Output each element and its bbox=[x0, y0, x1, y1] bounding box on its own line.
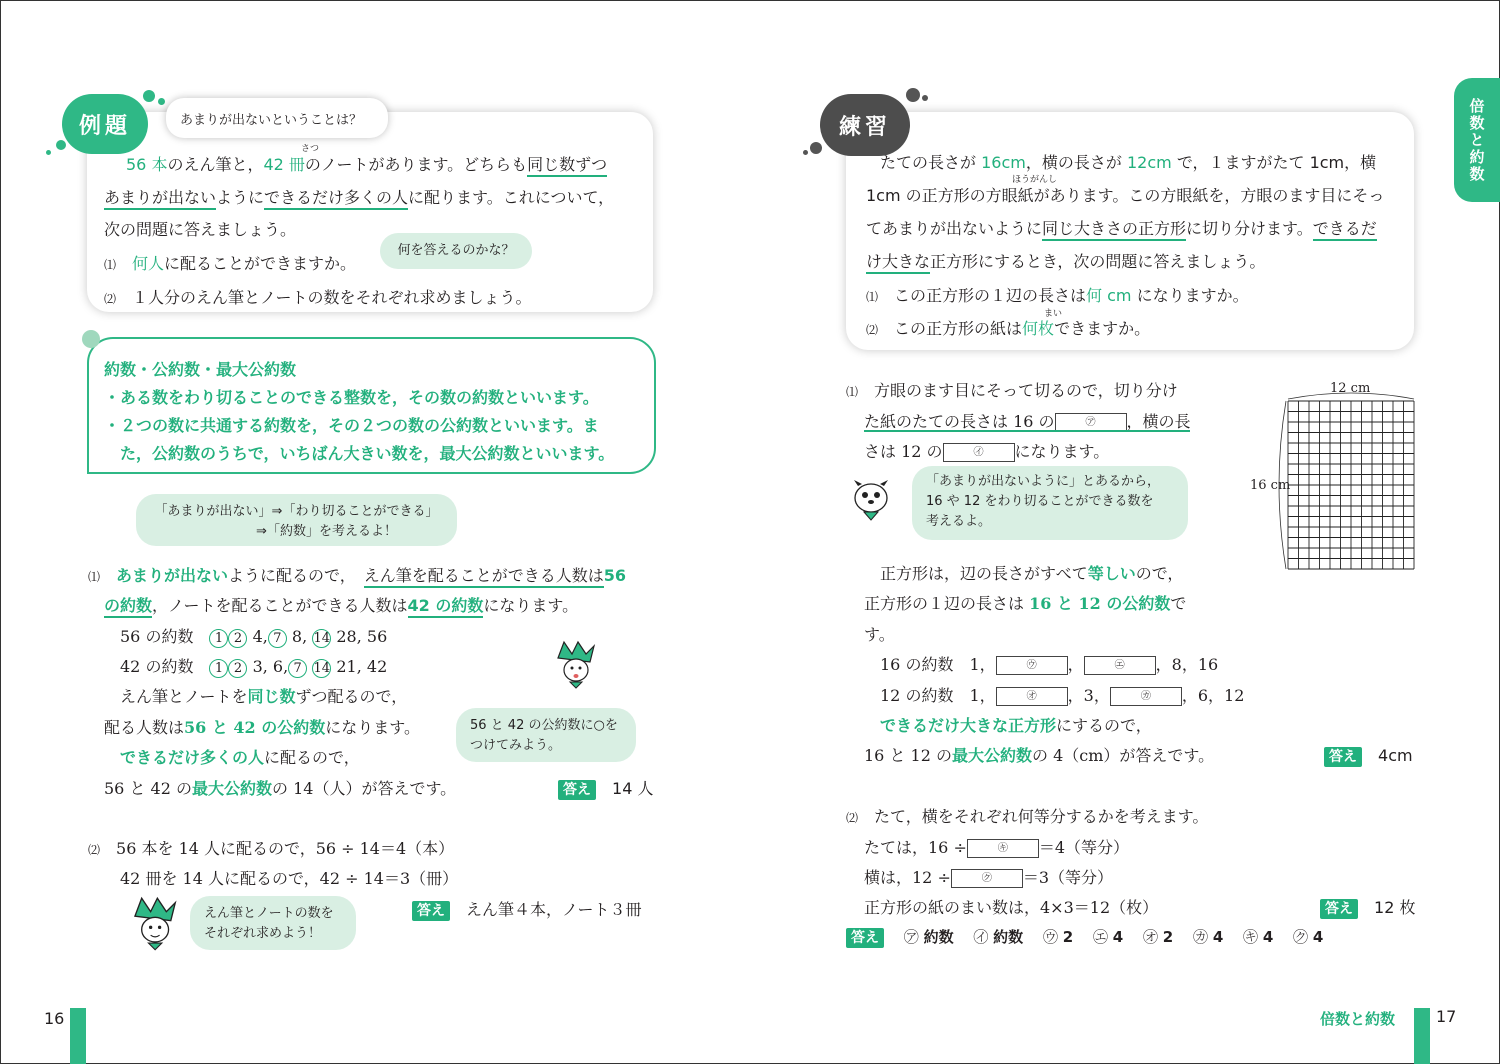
graph-paper-grid bbox=[1270, 385, 1420, 570]
grid-side-label: 16 cm bbox=[1250, 478, 1291, 493]
sol2-answer: 答え えん筆４本，ノート３冊 bbox=[412, 897, 642, 921]
sol1-line6: 配る人数は56 と 42 の公約数になります。 bbox=[104, 718, 420, 737]
sol1-line1: ⑴ あまりが出ないように配るので， えん筆を配ることができる人数は56 bbox=[88, 563, 626, 586]
what-to-answer-bubble: 何を答えるのかな？ bbox=[380, 233, 532, 269]
divisors-42: 42 の約数 1 2 3, 6, 7 14 21, 42 bbox=[120, 657, 388, 676]
blank-a: ㋐ bbox=[1055, 413, 1127, 432]
practice-line3: てあまりが出ないように同じ大きさの正方形に切り分けます。できるだ bbox=[866, 216, 1377, 239]
decor-dot bbox=[56, 140, 66, 150]
r-sol2-line2: たては，16 ÷ ㋖ ＝4（等分） bbox=[864, 838, 1130, 857]
example-card bbox=[87, 112, 653, 312]
grid-top-label: 12 cm bbox=[1330, 381, 1371, 396]
character-icon bbox=[550, 640, 600, 690]
example-top-bubble: あまりが出ないということは？ bbox=[166, 98, 388, 138]
blank-e: ㋓ bbox=[1084, 656, 1156, 675]
r-sol1-line2: た紙のたての長さは 16 の ㋐ ，横の長 bbox=[864, 412, 1191, 431]
sol1-line8: 56 と 42 の最大公約数の 14（人）が答えです。 bbox=[104, 779, 457, 798]
r-sol2-line3: 横は，12 ÷ ㋗ ＝3（等分） bbox=[864, 868, 1114, 887]
sol2-line2: 42 冊を 14 人に配るので，42 ÷ 14＝3（冊） bbox=[120, 869, 459, 888]
footer-bar-left bbox=[70, 1008, 86, 1064]
practice-badge: 練習 bbox=[820, 94, 910, 156]
decor-dot bbox=[906, 88, 920, 102]
footer-bar-right bbox=[1414, 1008, 1430, 1064]
sol1-bubble: 56 と 42 の公約数に○をつけてみよう。 bbox=[456, 708, 636, 762]
r-sol1-line5: 正方形の１辺の長さは 16 と 12 の公約数で bbox=[864, 594, 1187, 613]
sol1-line5: えん筆とノートを同じ数ずつ配るので， bbox=[120, 687, 408, 706]
divisors-16: 16 の約数 1， ㋒ ， ㋓ ，8，16 bbox=[880, 655, 1219, 674]
r-sol1-line4: 正方形は，辺の長さがすべて等しいので， bbox=[880, 564, 1184, 583]
ruby-hougan: ほうがんし bbox=[1012, 175, 1058, 185]
sol2-line1: ⑵ 56 本を 14 人に配るので，56 ÷ 14＝4（本） bbox=[88, 839, 455, 858]
r-sol2-line4: 正方形の紙のまい数は，4×3＝12（枚） bbox=[864, 898, 1159, 917]
r-sol1-answer: 答え 4cm bbox=[1324, 743, 1413, 767]
dog-character-icon bbox=[846, 474, 896, 524]
practice-line4: け大きな正方形にするとき，次の問題に答えましょう。 bbox=[866, 249, 1265, 272]
underline bbox=[864, 430, 1190, 432]
practice-q1: ⑴ この正方形の１辺の長さは何 cm になりますか。 bbox=[866, 286, 1249, 305]
practice-line1: たての長さが 16cm，横の長さが 12cm で，１ますがたて 1cm，横 bbox=[880, 153, 1377, 172]
decor-dot bbox=[803, 150, 808, 155]
sol1-answer: 答え 14 人 bbox=[558, 776, 653, 800]
definition-line2: ・２つの数に共通する約数を，その２つの数の公約数といいます。ま bbox=[104, 416, 599, 435]
decor-dot bbox=[143, 90, 155, 102]
definition-line3: た，公約数のうちで，いちばん大きい数を，最大公約数といいます。 bbox=[120, 444, 615, 463]
footer-title: 倍数と約数 bbox=[1320, 1010, 1396, 1028]
divisors-12: 12 の約数 1， ㋔ ，3， ㋕ ，6，12 bbox=[880, 686, 1245, 705]
r-sol1-line6: す。 bbox=[864, 625, 895, 644]
character-icon bbox=[126, 896, 182, 952]
page-number-left: 16 bbox=[44, 1009, 65, 1028]
decor-dot bbox=[46, 150, 51, 155]
r-sol2-line1: ⑵ たて，横をそれぞれ何等分するかを考えます。 bbox=[846, 807, 1209, 826]
sol1-line7: できるだけ多くの人に配るので， bbox=[120, 748, 360, 767]
blank-ku: ㋗ bbox=[951, 869, 1023, 888]
blank-o: ㋔ bbox=[996, 687, 1068, 706]
r-sol1-line10: 16 と 12 の最大公約数の 4（cm）が答えです。 bbox=[864, 746, 1215, 765]
sol1-line2: の約数，ノートを配ることができる人数は42 の約数になります。 bbox=[104, 593, 578, 616]
height-brace bbox=[1279, 401, 1286, 569]
blank-ka: ㋕ bbox=[1110, 687, 1182, 706]
final-answers: 答え ㋐ 約数 ㋑ 約数 ㋒ 2 ㋓ 4 ㋔ 2 ㋕ 4 ㋖ 4 ㋗ 4 bbox=[846, 926, 1323, 948]
r-sol2-answer: 答え 12 枚 bbox=[1320, 895, 1415, 919]
width-brace bbox=[1288, 393, 1414, 399]
example-q2: ⑵ １人分のえん筆とノートの数をそれぞれ求めましょう。 bbox=[104, 288, 532, 307]
r-sol1-bubble: 「あまりが出ないように」とあるから， 16 や 12 をわり切ることができる数を 考えるよ。 bbox=[912, 466, 1188, 540]
decor-dot bbox=[922, 95, 928, 101]
blank-i: ㋑ bbox=[943, 443, 1015, 462]
divisors-56: 56 の約数 1 2 4, 7 8, 14 28, 56 bbox=[120, 627, 388, 646]
example-q1: ⑴ 何人に配ることができますか。 bbox=[104, 254, 357, 273]
sol2-bubble: えん筆とノートの数をそれぞれ求めよう！ bbox=[190, 896, 356, 950]
definition-title: 約数・公約数・最大公約数 bbox=[104, 360, 297, 379]
page-number-right: 17 bbox=[1436, 1007, 1457, 1026]
example-line3: 次の問題に答えましょう。 bbox=[104, 220, 297, 239]
decor-dot bbox=[810, 142, 822, 154]
definition-line1: ・ある数をわり切ることのできる整数を，その数の約数といいます。 bbox=[104, 388, 599, 407]
r-sol1-line1: ⑴ 方眼のます目にそって切るので，切り分け bbox=[846, 381, 1178, 400]
ruby-mai: まい bbox=[1044, 309, 1063, 319]
blank-u: ㋒ bbox=[996, 656, 1068, 675]
example-badge: 例題 bbox=[62, 94, 148, 154]
r-sol1-line3: さは 12 の ㋑ になります。 bbox=[864, 442, 1110, 461]
example-line2: あまりが出ないようにできるだけ多くの人に配ります。これについて， bbox=[104, 185, 614, 208]
hint-bubble: 「あまりが出ない」⇒「わり切ることができる」 ⇒「約数」を考えるよ！ bbox=[136, 494, 457, 546]
practice-q2: ⑵ この正方形の紙は何枚できますか。 bbox=[866, 319, 1151, 338]
example-line1: 56 本のえん筆と，42 冊のノートがあります。どちらも同じ数ずつ bbox=[126, 152, 607, 175]
chapter-tab: 倍数と約数 bbox=[1454, 78, 1500, 202]
decor-dot bbox=[158, 98, 165, 105]
blank-ki: ㋖ bbox=[967, 839, 1039, 858]
practice-line2: 1cm の正方形の方眼紙があります。この方眼紙を，方眼のます目にそっ bbox=[866, 186, 1385, 205]
r-sol1-line9: できるだけ大きな正方形にするので， bbox=[880, 716, 1152, 735]
pin-icon bbox=[82, 330, 100, 348]
